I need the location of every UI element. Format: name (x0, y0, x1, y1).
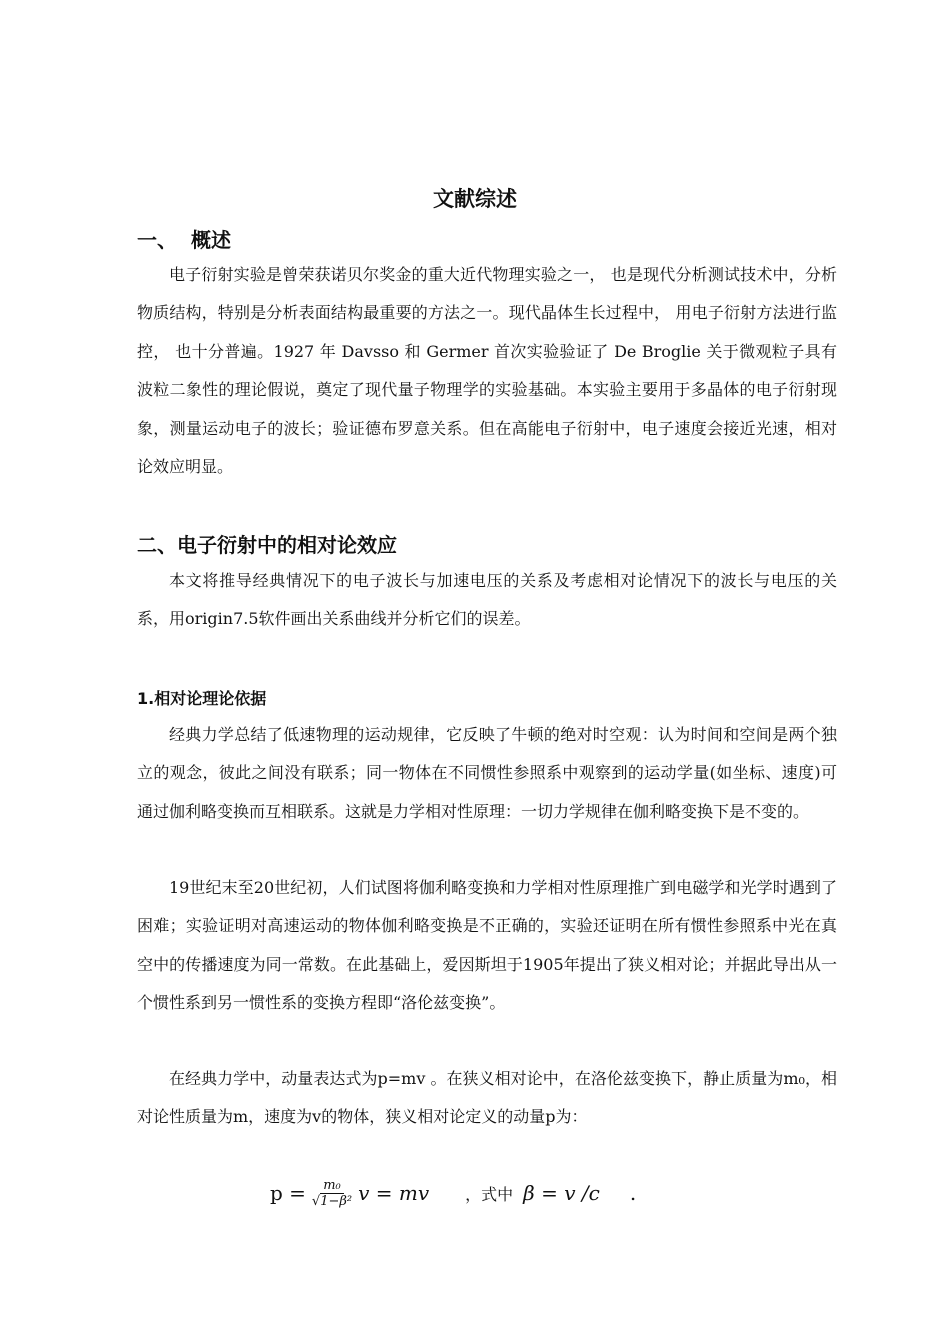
momentum-formula (270, 1170, 636, 1216)
subsection-1-heading: 1.相对论理论依据 (137, 689, 267, 708)
formula-numerator: m₀ (320, 1178, 344, 1194)
section-2-paragraph: 本文将推导经典情况下的电子波长与加速电压的关系及考虑相对论情况下的波长与电压的关系，用origin7.5软件画出关系曲线并分析它们的误差。 (137, 571, 837, 629)
section-1-paragraph: 电子衍射实验是曾荣获诺贝尔奖金的重大近代物理实验之一， 也是现代分析测试技术中，分析物质结构，特别是分析表面结构最重要的方法之一。现代晶体生长过程中， 用电子衍射方法进行监控， 也十分普遍。1927 年 Davsso 和 Germer 首次实验验证了 De Broglie 关于微观粒子具有波粒二象性的理论假说，奠定了现代量子物理学的实验基础。本实验主要用于多晶体的电子衍射现象，测量运动电子的波长；验证德布罗意关系。但在高能电子衍射中，电子速度会接近光速，相对论效应明显。 (137, 265, 837, 477)
formula-rhs: v = mv (358, 1181, 430, 1205)
formula-lhs: p = (270, 1181, 306, 1205)
section-1-number: 一、 (137, 228, 177, 252)
section-1-title: 概述 (191, 228, 231, 252)
subsection-1-paragraph-3: 在经典力学中，动量表达式为p=mv 。在狭义相对论中，在洛伦兹变换下，静止质量为m₀，相对论性质量为m，速度为v的物体，狭义相对论定义的动量p为： (137, 1069, 837, 1127)
formula-beta-definition: β = v ∕c (523, 1181, 600, 1205)
section-1-heading (137, 224, 231, 253)
subsection-1-paragraph-2: 19世纪末至20世纪初，人们试图将伽利略变换和力学相对性原理推广到电磁学和光学时遇到了困难；实验证明对高速运动的物体伽利略变换是不正确的，实验还证明在所有惯性参照系中光在真空中的传播速度为同一常数。在此基础上，爱因斯坦于1905年提出了狭义相对论；并据此导出从一个惯性系到另一惯性系的变换方程即“洛伦兹变换”。 (137, 878, 837, 1013)
subsection-1-paragraph-1: 经典力学总结了低速物理的运动规律，它反映了牛顿的绝对时空观：认为时间和空间是两个独立的观念，彼此之间没有联系；同一物体在不同惯性参照系中观察到的运动学量(如坐标、速度)可通过伽利略变换而互相联系。这就是力学相对性原理：一切力学规律在伽利略变换下是不变的。 (137, 725, 837, 821)
formula-denominator: √1−β² (311, 1193, 353, 1209)
formula-fraction (310, 1178, 354, 1209)
page-title: 文献综述 (433, 187, 517, 211)
formula-where: ，式中 (465, 1184, 514, 1204)
formula-period: . (629, 1181, 637, 1205)
section-2-heading: 二、电子衍射中的相对论效应 (137, 533, 397, 557)
